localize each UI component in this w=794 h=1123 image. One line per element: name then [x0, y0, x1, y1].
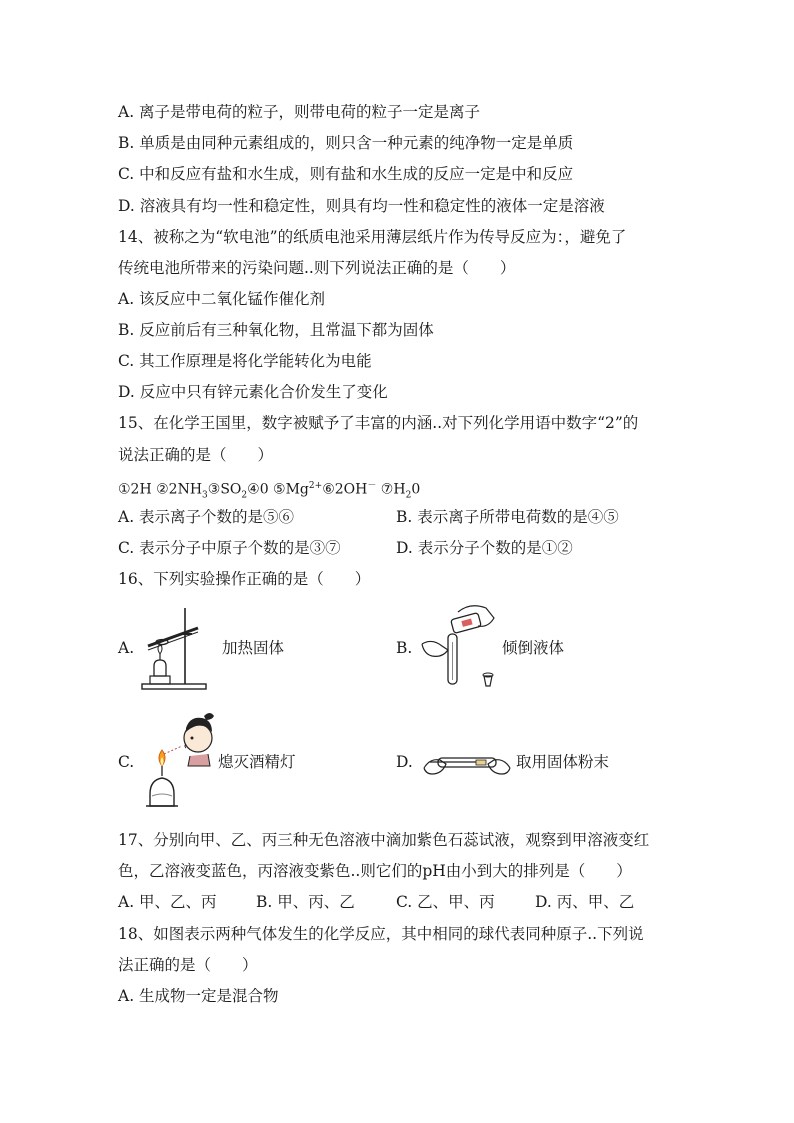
q13-option-d: D. 溶液具有均一性和稳定性，则具有均一性和稳定性的液体一定是溶液: [118, 197, 605, 215]
q15-option-c: C. 表示分子中原子个数的是③⑦: [118, 539, 341, 557]
q13-option-c: C. 中和反应有盐和水生成，则有盐和水生成的反应一定是中和反应: [118, 165, 574, 183]
q16-option-a-letter: A.: [118, 639, 135, 657]
q17-option-d: D. 丙、甲、乙: [535, 893, 635, 911]
q18-stem-line2: 法正确的是（ ）: [118, 956, 258, 974]
q17-stem-line2: 色，乙溶液变蓝色，丙溶液变紫色..则它们的pH由小到大的排列是（ ）: [118, 862, 632, 880]
q14-option-a: A. 该反应中二氧化锰作催化剂: [118, 290, 326, 308]
q17-option-c: C. 乙、甲、丙: [396, 893, 495, 911]
q16-option-b-label: 倾倒液体: [502, 639, 565, 657]
q16-option-d-letter: D.: [396, 753, 413, 771]
q16-option-a-label: 加热固体: [222, 639, 285, 657]
q15-option-b: B. 表示离子所带电荷数的是④⑤: [396, 508, 619, 526]
q14-option-c: C. 其工作原理是将化学能转化为电能: [118, 352, 372, 370]
q14-stem-line1: 14、被称之为“软电池”的纸质电池采用薄层纸片作为传导反应为：，避免了: [118, 228, 627, 246]
q15-stem-line2: 说法正确的是（ ）: [118, 446, 274, 464]
q17-option-b: B. 甲、丙、乙: [256, 893, 355, 911]
q14-option-b: B. 反应前后有三种氧化物，且常温下都为固体: [118, 321, 434, 339]
q13-option-b: B. 单质是由同种元素组成的，则只含一种元素的纯净物一定是单质: [118, 134, 574, 152]
pouring-liquid-illustration: [418, 598, 498, 694]
q15-stem-line1: 15、在化学王国里，数字被赋予了丰富的内涵..对下列化学用语中数字“2”的: [118, 414, 639, 432]
q16-option-d-label: 取用固体粉末: [516, 753, 610, 771]
solid-powder-illustration: [420, 738, 514, 784]
q15-option-a: A. 表示离子个数的是⑤⑥: [118, 508, 295, 526]
q16-stem: 16、下列实验操作正确的是（ ）: [118, 570, 371, 588]
q17-option-a: A. 甲、乙、丙: [118, 893, 217, 911]
q16-option-c-letter: C.: [118, 753, 135, 771]
q14-option-d: D. 反应中只有锌元素化合价发生了变化: [118, 383, 388, 401]
q18-stem-line1: 18、如图表示两种气体发生的化学反应，其中相同的球代表同种原子..下列说: [118, 925, 644, 943]
q17-stem-line1: 17、分别向甲、乙、丙三种无色溶液中滴加紫色石蕊试液，观察到甲溶液变红: [118, 831, 650, 849]
q13-option-a: A. 离子是带电荷的粒子，则带电荷的粒子一定是离子: [118, 103, 481, 121]
q15-formula-list: ①2H $②2NH_3③SO_2④0$ $⑤Mg^{2+}⑥2OH^-$ $⑦H_20$: [118, 481, 421, 501]
q16-option-b-letter: B.: [396, 639, 413, 657]
q16-option-c-label: 熄灭酒精灯: [218, 753, 296, 771]
q15-option-d: D. 表示分子个数的是①②: [396, 539, 573, 557]
heating-solid-illustration: [140, 604, 212, 692]
extinguish-lamp-illustration: [140, 710, 220, 816]
q18-option-a: A. 生成物一定是混合物: [118, 987, 279, 1005]
q14-stem-line2: 传统电池所带来的污染问题..则下列说法正确的是（ ）: [118, 259, 516, 277]
